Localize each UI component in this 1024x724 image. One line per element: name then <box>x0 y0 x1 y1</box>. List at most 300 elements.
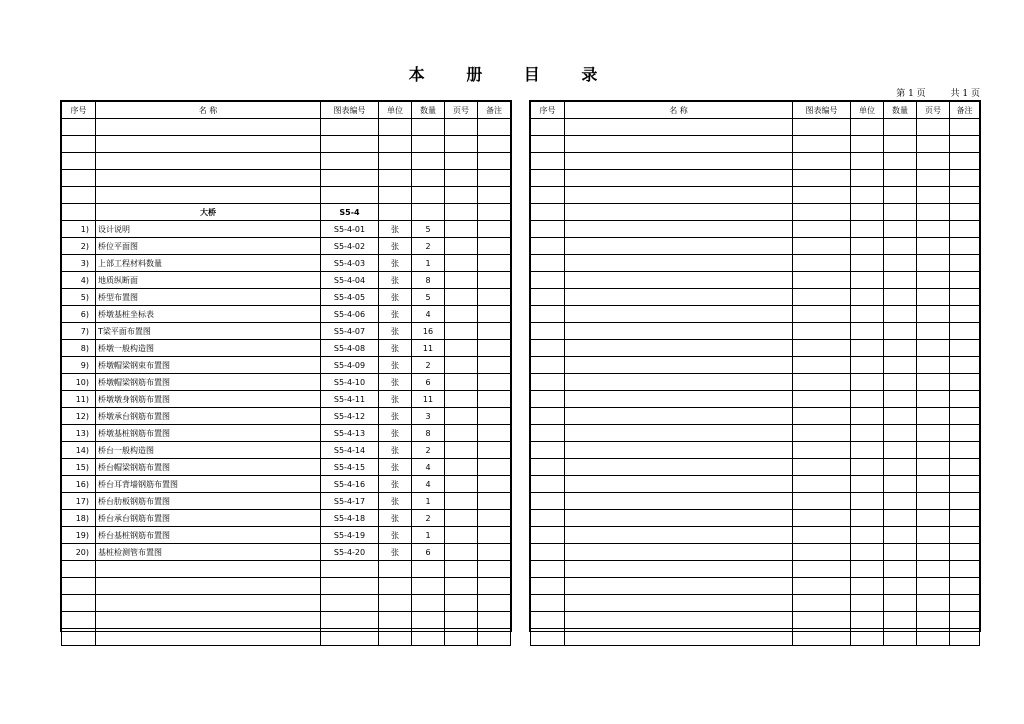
row-name <box>96 612 321 629</box>
empty-row <box>531 170 980 187</box>
row-remark <box>950 561 980 578</box>
row-page <box>445 119 478 136</box>
row-unit <box>851 255 884 272</box>
row-no <box>531 459 565 476</box>
header-qty: 数量 <box>884 102 917 119</box>
row-unit <box>379 136 412 153</box>
row-code <box>321 561 379 578</box>
empty-row <box>62 119 511 136</box>
item-remark <box>478 221 511 238</box>
row-name <box>565 391 793 408</box>
item-unit: 张 <box>379 408 412 425</box>
empty-row <box>531 255 980 272</box>
item-name: 地质纵断面 <box>96 272 321 289</box>
row-page <box>917 629 950 646</box>
item-code: S5-4-02 <box>321 238 379 255</box>
item-unit: 张 <box>379 340 412 357</box>
empty-row <box>531 204 980 221</box>
item-no: 7) <box>62 323 96 340</box>
row-remark <box>478 204 511 221</box>
row-page <box>445 153 478 170</box>
item-name: 设计说明 <box>96 221 321 238</box>
row-name <box>565 476 793 493</box>
item-remark <box>478 238 511 255</box>
row-no <box>531 595 565 612</box>
item-unit: 张 <box>379 306 412 323</box>
empty-row <box>62 187 511 204</box>
item-unit: 张 <box>379 357 412 374</box>
row-unit <box>851 629 884 646</box>
item-qty: 4 <box>412 476 445 493</box>
item-name: 桥台耳背墙钢筋布置图 <box>96 476 321 493</box>
row-unit <box>851 544 884 561</box>
row-no <box>531 357 565 374</box>
item-qty: 11 <box>412 340 445 357</box>
right-index-table <box>529 100 981 632</box>
item-qty: 6 <box>412 544 445 561</box>
row-no <box>531 238 565 255</box>
row-remark <box>478 629 511 646</box>
item-remark <box>478 357 511 374</box>
item-qty: 4 <box>412 306 445 323</box>
row-code <box>793 493 851 510</box>
item-unit: 张 <box>379 527 412 544</box>
row-qty <box>412 629 445 646</box>
item-code: S5-4-15 <box>321 459 379 476</box>
table-row <box>62 357 511 374</box>
row-remark <box>950 323 980 340</box>
row-qty <box>884 612 917 629</box>
row-page <box>917 561 950 578</box>
row-code <box>321 595 379 612</box>
item-no: 3) <box>62 255 96 272</box>
row-remark <box>950 238 980 255</box>
row-no <box>531 119 565 136</box>
empty-row <box>531 187 980 204</box>
row-name <box>96 153 321 170</box>
row-code <box>793 374 851 391</box>
row-no <box>62 595 96 612</box>
empty-row <box>531 476 980 493</box>
item-no: 15) <box>62 459 96 476</box>
empty-row <box>531 391 980 408</box>
row-page <box>917 425 950 442</box>
row-no <box>62 153 96 170</box>
row-unit <box>379 561 412 578</box>
row-unit <box>851 289 884 306</box>
row-code <box>321 612 379 629</box>
row-unit <box>851 408 884 425</box>
row-qty <box>884 255 917 272</box>
item-page <box>445 408 478 425</box>
empty-row <box>531 289 980 306</box>
row-qty <box>884 493 917 510</box>
item-remark <box>478 374 511 391</box>
row-unit <box>851 595 884 612</box>
row-code <box>793 527 851 544</box>
row-remark <box>950 595 980 612</box>
row-no <box>531 170 565 187</box>
row-no <box>62 612 96 629</box>
row-qty <box>412 136 445 153</box>
row-unit <box>379 153 412 170</box>
row-remark <box>950 442 980 459</box>
empty-row <box>531 306 980 323</box>
item-name: 桥墩帽梁钢筋布置图 <box>96 374 321 391</box>
row-name <box>565 272 793 289</box>
item-code: S5-4-05 <box>321 289 379 306</box>
empty-row <box>531 272 980 289</box>
row-no <box>62 578 96 595</box>
row-qty <box>884 510 917 527</box>
item-name: 基桩检测管布置图 <box>96 544 321 561</box>
table-row <box>62 289 511 306</box>
row-no <box>531 272 565 289</box>
table-row <box>62 442 511 459</box>
row-remark <box>950 629 980 646</box>
item-name: 桥台承台钢筋布置图 <box>96 510 321 527</box>
row-page <box>917 357 950 374</box>
empty-row <box>62 595 511 612</box>
item-code: S5-4-01 <box>321 221 379 238</box>
row-unit <box>379 578 412 595</box>
item-name: 桥墩墩身钢筋布置图 <box>96 391 321 408</box>
row-code <box>321 187 379 204</box>
row-no <box>531 221 565 238</box>
item-no: 20) <box>62 544 96 561</box>
page-total: 共 1 页 <box>950 89 980 99</box>
row-no <box>531 323 565 340</box>
empty-row <box>531 136 980 153</box>
row-unit <box>851 561 884 578</box>
table-row <box>62 374 511 391</box>
row-remark <box>950 408 980 425</box>
item-name: 桥墩承台钢筋布置图 <box>96 408 321 425</box>
item-qty: 3 <box>412 408 445 425</box>
row-name <box>96 578 321 595</box>
row-page <box>917 408 950 425</box>
row-code <box>793 340 851 357</box>
item-code: S5-4-11 <box>321 391 379 408</box>
table-row <box>62 272 511 289</box>
item-no: 11) <box>62 391 96 408</box>
table-row <box>62 544 511 561</box>
item-page <box>445 493 478 510</box>
row-remark <box>950 255 980 272</box>
item-code: S5-4-14 <box>321 442 379 459</box>
row-qty <box>412 153 445 170</box>
row-remark <box>950 459 980 476</box>
header-unit: 单位 <box>851 102 884 119</box>
item-no: 10) <box>62 374 96 391</box>
item-remark <box>478 289 511 306</box>
item-remark <box>478 476 511 493</box>
row-name <box>565 442 793 459</box>
row-qty <box>884 374 917 391</box>
item-remark <box>478 323 511 340</box>
row-unit <box>851 170 884 187</box>
row-no <box>531 629 565 646</box>
row-code <box>793 425 851 442</box>
row-no <box>62 187 96 204</box>
row-qty <box>884 408 917 425</box>
row-code <box>793 442 851 459</box>
row-page <box>917 272 950 289</box>
row-unit <box>851 238 884 255</box>
empty-row <box>62 153 511 170</box>
row-page <box>917 306 950 323</box>
row-name <box>96 119 321 136</box>
row-qty <box>884 459 917 476</box>
row-name <box>565 119 793 136</box>
item-name: 桥台肋板钢筋布置图 <box>96 493 321 510</box>
row-unit <box>851 340 884 357</box>
empty-row <box>62 578 511 595</box>
row-no <box>62 204 96 221</box>
header-qty: 数量 <box>412 102 445 119</box>
row-remark <box>950 119 980 136</box>
empty-row <box>531 527 980 544</box>
item-remark <box>478 442 511 459</box>
empty-row <box>531 238 980 255</box>
row-unit <box>851 221 884 238</box>
row-qty <box>884 442 917 459</box>
row-unit <box>851 136 884 153</box>
table-row <box>62 493 511 510</box>
row-no <box>531 408 565 425</box>
row-unit <box>851 306 884 323</box>
row-unit <box>379 204 412 221</box>
item-qty: 5 <box>412 221 445 238</box>
row-qty <box>884 578 917 595</box>
row-name <box>565 289 793 306</box>
row-qty <box>412 204 445 221</box>
row-name <box>96 170 321 187</box>
row-unit <box>851 323 884 340</box>
row-page <box>445 204 478 221</box>
row-code <box>793 629 851 646</box>
row-no <box>62 136 96 153</box>
item-code: S5-4-12 <box>321 408 379 425</box>
item-unit: 张 <box>379 289 412 306</box>
row-no <box>531 204 565 221</box>
row-remark <box>478 578 511 595</box>
row-unit <box>379 119 412 136</box>
item-remark <box>478 408 511 425</box>
item-unit: 张 <box>379 255 412 272</box>
item-code: S5-4-18 <box>321 510 379 527</box>
table-row <box>62 510 511 527</box>
row-no <box>531 510 565 527</box>
row-name <box>96 187 321 204</box>
item-qty: 1 <box>412 527 445 544</box>
item-no: 9) <box>62 357 96 374</box>
item-name: T梁平面布置图 <box>96 323 321 340</box>
row-code <box>793 459 851 476</box>
header-unit: 单位 <box>379 102 412 119</box>
row-code <box>793 221 851 238</box>
row-unit <box>851 272 884 289</box>
row-qty <box>412 612 445 629</box>
item-no: 13) <box>62 425 96 442</box>
item-no: 17) <box>62 493 96 510</box>
item-remark <box>478 527 511 544</box>
row-qty <box>884 425 917 442</box>
header-no: 序号 <box>62 102 96 119</box>
item-unit: 张 <box>379 323 412 340</box>
empty-row <box>531 561 980 578</box>
empty-row <box>531 119 980 136</box>
row-name <box>565 153 793 170</box>
row-qty <box>412 595 445 612</box>
row-qty <box>884 272 917 289</box>
item-name: 桥台一般构造图 <box>96 442 321 459</box>
row-code <box>793 238 851 255</box>
row-unit <box>851 153 884 170</box>
item-unit: 张 <box>379 476 412 493</box>
row-remark <box>950 510 980 527</box>
table-row <box>62 391 511 408</box>
row-code <box>793 289 851 306</box>
right-header-row <box>531 102 980 119</box>
table-row <box>62 527 511 544</box>
row-page <box>917 612 950 629</box>
item-qty: 1 <box>412 493 445 510</box>
row-remark <box>478 119 511 136</box>
item-code: S5-4-17 <box>321 493 379 510</box>
empty-row <box>531 493 980 510</box>
item-no: 19) <box>62 527 96 544</box>
left-header-row <box>62 102 511 119</box>
row-name <box>565 510 793 527</box>
row-code <box>793 255 851 272</box>
item-no: 18) <box>62 510 96 527</box>
item-page <box>445 255 478 272</box>
header-name: 名 称 <box>96 102 321 119</box>
header-code: 图表编号 <box>321 102 379 119</box>
item-unit: 张 <box>379 459 412 476</box>
row-code <box>793 578 851 595</box>
table-row <box>62 255 511 272</box>
row-page <box>917 391 950 408</box>
row-no <box>531 527 565 544</box>
empty-row <box>531 578 980 595</box>
row-no <box>531 374 565 391</box>
row-page <box>917 595 950 612</box>
row-code <box>321 170 379 187</box>
row-code <box>793 476 851 493</box>
empty-row <box>531 612 980 629</box>
row-name <box>565 323 793 340</box>
row-name <box>565 561 793 578</box>
item-remark <box>478 391 511 408</box>
item-no: 12) <box>62 408 96 425</box>
empty-row <box>62 629 511 646</box>
row-unit <box>851 187 884 204</box>
row-remark <box>478 187 511 204</box>
item-no: 14) <box>62 442 96 459</box>
row-qty <box>884 204 917 221</box>
item-qty: 4 <box>412 459 445 476</box>
row-name <box>565 357 793 374</box>
row-unit <box>379 629 412 646</box>
row-no <box>531 255 565 272</box>
item-no: 2) <box>62 238 96 255</box>
row-no <box>531 578 565 595</box>
item-page <box>445 442 478 459</box>
row-remark <box>950 476 980 493</box>
row-code <box>793 323 851 340</box>
row-code <box>321 578 379 595</box>
row-remark <box>478 170 511 187</box>
row-unit <box>379 595 412 612</box>
row-remark <box>950 391 980 408</box>
row-no <box>531 153 565 170</box>
page-info <box>874 86 980 99</box>
item-remark <box>478 272 511 289</box>
row-code <box>793 187 851 204</box>
row-code <box>321 136 379 153</box>
row-name <box>565 408 793 425</box>
item-remark <box>478 544 511 561</box>
row-no <box>62 561 96 578</box>
row-no <box>531 340 565 357</box>
row-name <box>565 544 793 561</box>
empty-row <box>531 459 980 476</box>
row-remark <box>950 527 980 544</box>
row-name <box>96 629 321 646</box>
header-code: 图表编号 <box>793 102 851 119</box>
empty-row <box>531 221 980 238</box>
row-name <box>565 238 793 255</box>
row-page <box>917 153 950 170</box>
row-remark <box>950 340 980 357</box>
item-page <box>445 221 478 238</box>
row-remark <box>478 153 511 170</box>
item-name: 桥型布置图 <box>96 289 321 306</box>
item-no: 4) <box>62 272 96 289</box>
row-no <box>531 612 565 629</box>
row-name <box>565 629 793 646</box>
item-qty: 16 <box>412 323 445 340</box>
empty-row <box>62 136 511 153</box>
row-remark <box>950 493 980 510</box>
item-qty: 8 <box>412 272 445 289</box>
row-qty <box>884 187 917 204</box>
row-remark <box>950 306 980 323</box>
item-remark <box>478 510 511 527</box>
row-no <box>531 136 565 153</box>
item-page <box>445 272 478 289</box>
row-code <box>793 306 851 323</box>
item-qty: 2 <box>412 510 445 527</box>
item-name: 桥位平面图 <box>96 238 321 255</box>
header-name: 名 称 <box>565 102 793 119</box>
row-page <box>917 493 950 510</box>
row-page <box>917 578 950 595</box>
item-qty: 11 <box>412 391 445 408</box>
row-page <box>917 459 950 476</box>
item-name: 桥墩帽梁钢束布置图 <box>96 357 321 374</box>
item-unit: 张 <box>379 493 412 510</box>
header-no: 序号 <box>531 102 565 119</box>
row-unit <box>851 612 884 629</box>
row-code <box>793 170 851 187</box>
row-unit <box>851 374 884 391</box>
row-qty <box>884 357 917 374</box>
row-remark <box>478 136 511 153</box>
item-page <box>445 289 478 306</box>
